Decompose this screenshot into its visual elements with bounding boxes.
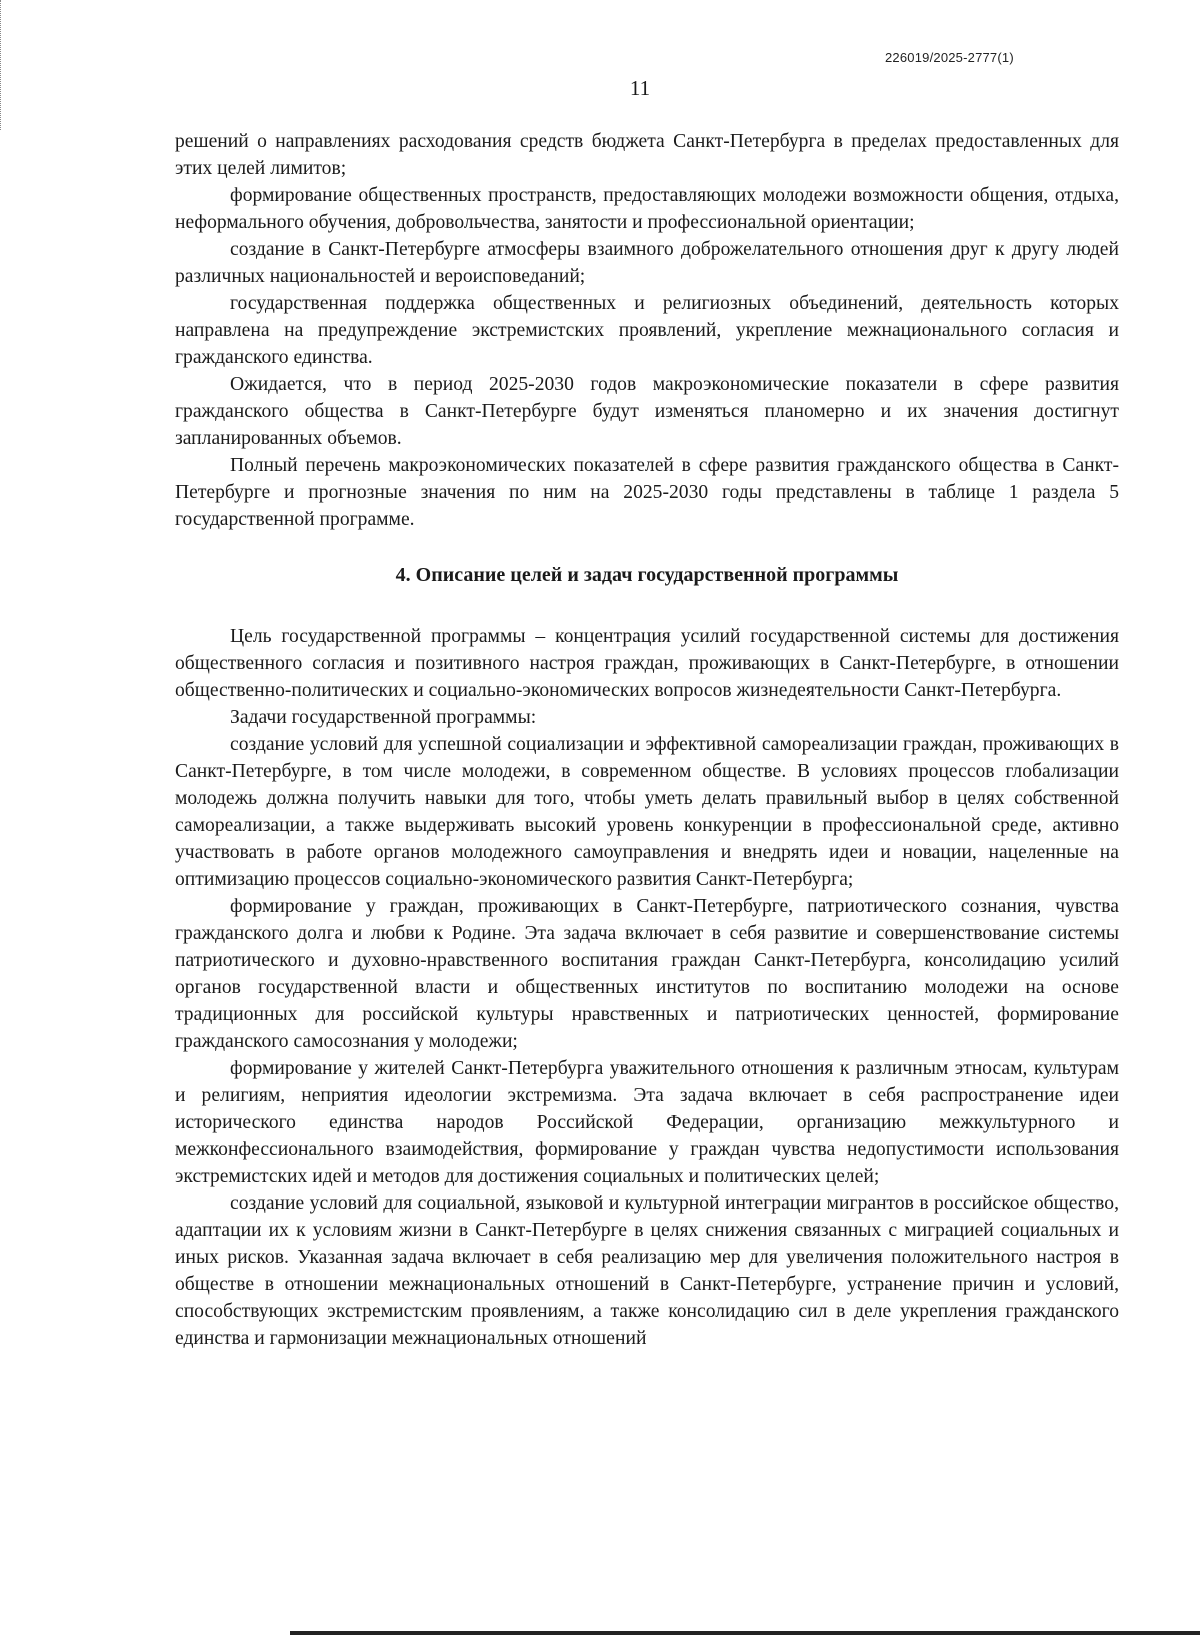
section-heading: 4. Описание целей и задач государственной программы [395, 564, 899, 586]
scan-bottom-edge [290, 1631, 1200, 1635]
paragraph: создание условий для успешной социализации и эффективной самореализации граждан, проживающих в Санкт-Петербурге, в том числе молодежи, в современном обществе. В условиях процессов глобализации молодежь должна получить навыки для того, чтобы уметь делать правильный выбор в целях собственной самореализации, а также выдерживать высокий уровень конкуренции в профессиональной среде, активно участвовать в работе органов молодежного самоуправления и внедрять идеи и новации, нацеленные на оптимизацию процессов социально-экономического развития Санкт-Петербурга; [175, 734, 1119, 890]
scan-margin-marks [0, 0, 5, 130]
paragraph: формирование общественных пространств, предоставляющих молодежи возможности общения, отдыха, неформального обучения, добровольчества, занятости и профессиональной ориентации; [175, 185, 1119, 233]
paragraph: государственная поддержка общественных и религиозных объединений, деятельность которых направлена на предупреждение экстремистских проявлений, укрепление межнационального согласия и гражданского единства. [175, 293, 1119, 368]
page-number: 11 [629, 76, 651, 100]
paragraph: Полный перечень макроэкономических показателей в сфере развития гражданского общества в Санкт-Петербурге и прогнозные значения по ним на 2025-2030 годы представлены в таблице 1 раздела 5 государственной программе. [175, 455, 1119, 530]
paragraph: Ожидается, что в период 2025-2030 годов макроэкономические показатели в сфере развития гражданского общества в Санкт-Петербурге будут изменяться планомерно и их значения достигнут запланированных объемов. [175, 374, 1119, 449]
paragraph: создание в Санкт-Петербурге атмосферы взаимного доброжелательного отношения друг к другу людей различных национальностей и вероисповеданий; [175, 239, 1119, 287]
paragraph: создание условий для социальной, языковой и культурной интеграции мигрантов в российское общество, адаптации их к условиям жизни в Санкт-Петербурге в целях снижения связанных с миграцией социальных и иных рисков. Указанная задача включает в себя реализацию мер для увеличения положительного настроя в обществе в отношении межнациональных отношений в Санкт-Петербурге, устранение причин и условий, способствующих экстремистским проявлениям, а также консолидацию сил в деле укрепления гражданского единства и гармонизации межнациональных отношений [175, 1193, 1119, 1349]
paragraph: Задачи государственной программы: [230, 707, 537, 728]
paragraph: формирование у граждан, проживающих в Санкт-Петербурге, патриотического сознания, чувства гражданского долга и любви к Родине. Эта задача включает в себя развитие и совершенствование системы патриотического и духовно-нравственного воспитания граждан Санкт-Петербурга, консолидацию усилий органов государственной власти и общественных институтов по воспитанию молодежи на основе традиционных для российской культуры нравственных и патриотических ценностей, формирование гражданского самосознания у молодежи; [175, 896, 1119, 1052]
document-number: 226019/2025-2777(1) [885, 50, 1014, 65]
paragraph: формирование у жителей Санкт-Петербурга уважительного отношения к различным этносам, культурам и религиям, неприятия идеологии экстремизма. Эта задача включает в себя распространение идеи исторического единства народов Российской Федерации, организацию межкультурного и межконфессионального взаимодействия, формирование у граждан чувства недопустимости использования экстремистских идей и методов для достижения социальных и политических целей; [175, 1058, 1119, 1187]
document-body [175, 128, 1119, 1352]
paragraph: Цель государственной программы – концентрация усилий государственной системы для достижения общественного согласия и позитивного настроя граждан, проживающих в Санкт-Петербурге, в отношении общественно-политических и социально-экономических вопросов жизнедеятельности Санкт-Петербурга. [175, 626, 1119, 701]
paragraph: решений о направлениях расходования средств бюджета Санкт-Петербурга в пределах предоставленных для этих целей лимитов; [175, 131, 1119, 179]
